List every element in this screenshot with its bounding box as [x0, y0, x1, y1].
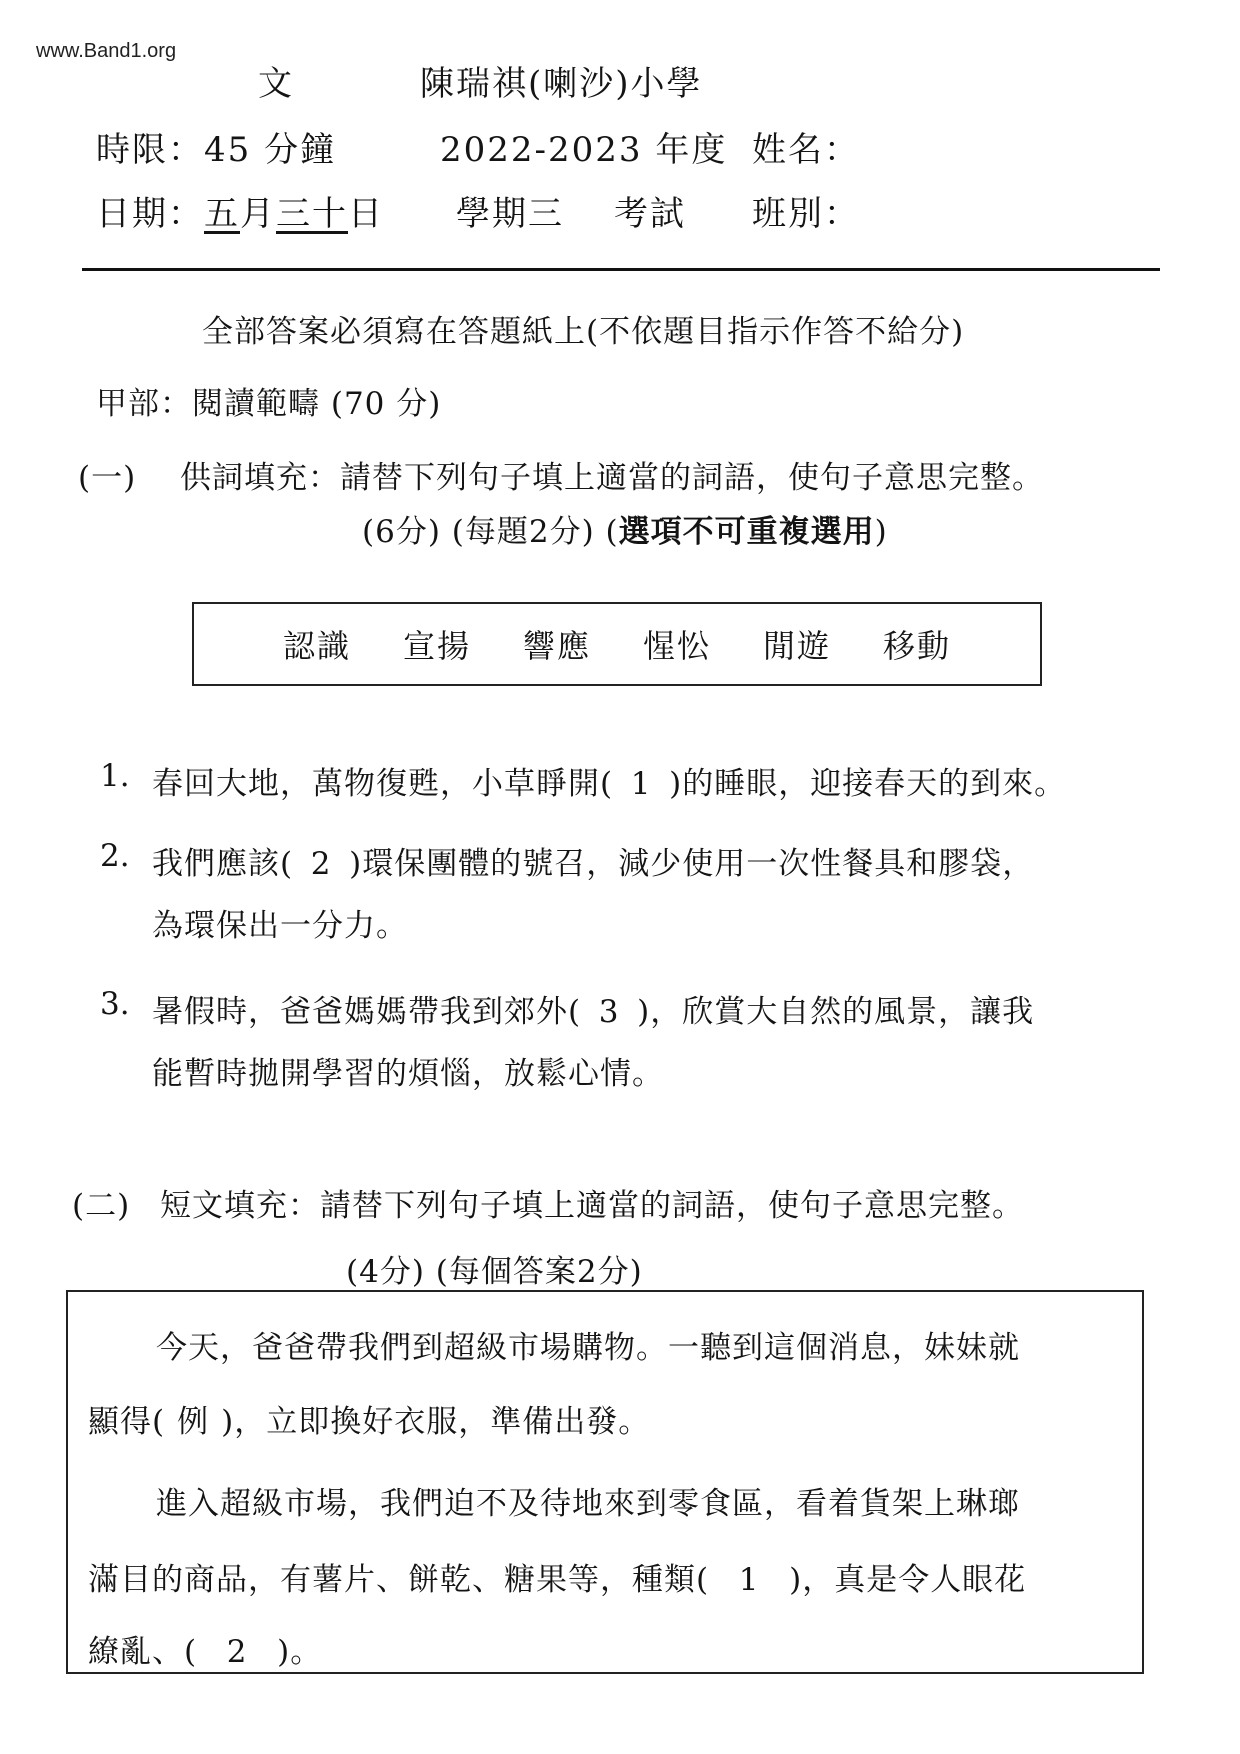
word-option: 認識: [282, 627, 351, 665]
date-label: 日期：: [96, 194, 204, 234]
time-limit: 時限：45 分鐘: [96, 130, 337, 170]
word-option: 閒遊: [763, 627, 832, 665]
word-bank: [192, 602, 1042, 686]
class-label: 班別：: [752, 194, 860, 234]
passage-text: 繚亂、(: [88, 1634, 198, 1670]
question-2-line1: [152, 838, 1034, 883]
section1-marks-bold: 選項不可重複選用: [618, 514, 875, 550]
passage-text: )，立即換好衣服，準備出發。: [221, 1404, 651, 1440]
question-text: )，欣賞大自然的風景，讓我: [637, 994, 1035, 1030]
section1-marks-end: ): [874, 514, 888, 550]
word-option: 移動: [883, 627, 952, 665]
exam-label: 考試: [614, 194, 686, 234]
question-text: )的睡眼，迎接春天的到來。: [669, 766, 1067, 802]
section1-marks: [362, 506, 888, 551]
passage-text: )，真是令人眼花: [789, 1562, 1027, 1598]
passage-line: [88, 1626, 322, 1671]
term-label: 學期三: [456, 194, 564, 234]
date-line: [96, 186, 384, 235]
question-3-line1: [152, 986, 1034, 1031]
section2-title: 短文填充：請替下列句子填上適當的詞語，使句子意思完整。: [160, 1188, 1024, 1224]
general-instruction: 全部答案必須寫在答題紙上(不依題目指示作答不給分): [202, 314, 965, 350]
word-option: 宣揚: [402, 627, 471, 665]
section2-number: (二): [72, 1188, 131, 1224]
date-month: 五: [204, 194, 240, 234]
passage-line: 今天，爸爸帶我們到超級市場購物。一聽到這個消息，妹妹就: [156, 1330, 1020, 1366]
passage-text: )。: [277, 1634, 323, 1670]
date-day-suffix: 日: [348, 194, 384, 234]
question-3-line2: 能暫時拋開學習的煩惱，放鬆心情。: [152, 1056, 664, 1092]
passage-line: [88, 1396, 650, 1441]
answer-blank: 3: [598, 994, 620, 1030]
date-month-suffix: 月: [240, 194, 276, 234]
word-option: 響應: [522, 627, 591, 665]
question-text: 我們應該(: [152, 846, 294, 882]
passage-line: [88, 1554, 1026, 1599]
question-text: )環保團體的號召，減少使用一次性餐具和膠袋，: [349, 846, 1035, 882]
answer-blank: 1: [738, 1562, 760, 1598]
school-name: 陳瑞祺(喇沙)小學: [420, 64, 703, 104]
question-number: 1.: [100, 758, 130, 794]
section2-marks: (4分) (每個答案2分): [346, 1254, 643, 1290]
answer-blank: 例: [177, 1404, 210, 1440]
answer-blank: 1: [630, 766, 652, 802]
section1-number: (一): [78, 460, 137, 496]
date-day: 三十: [276, 194, 348, 234]
section1-marks-text: (6分) (每題2分) (: [362, 514, 619, 550]
passage-text: 滿目的商品，有薯片、餅乾、糖果等，種類(: [88, 1562, 710, 1598]
header-divider: [82, 268, 1160, 271]
watermark: www.Band1.org: [36, 40, 177, 62]
question-number: 2.: [100, 838, 130, 874]
question-text: 暑假時，爸爸媽媽帶我到郊外(: [152, 994, 582, 1030]
question-number: 3.: [100, 986, 130, 1022]
question-1-line1: [152, 758, 1066, 803]
part-a-heading: 甲部：閱讀範疇 (70 分): [96, 386, 442, 422]
passage-line: 進入超級市場，我們迫不及待地來到零食區，看着貨架上琳瑯: [156, 1486, 1020, 1522]
name-label: 姓名：: [752, 130, 860, 170]
answer-blank: 2: [226, 1634, 248, 1670]
subject-label: 文: [258, 64, 294, 104]
passage-text: 顯得(: [88, 1404, 166, 1440]
answer-blank: 2: [310, 846, 332, 882]
passage-box: [66, 1290, 1144, 1674]
question-text: 春回大地，萬物復甦，小草睜開(: [152, 766, 614, 802]
question-2-line2: 為環保出一分力。: [152, 908, 408, 944]
word-option: 惺忪: [643, 627, 712, 665]
section1-title: 供詞填充：請替下列句子填上適當的詞語，使句子意思完整。: [180, 460, 1044, 496]
school-year: 2022-2023 年度: [440, 130, 728, 170]
